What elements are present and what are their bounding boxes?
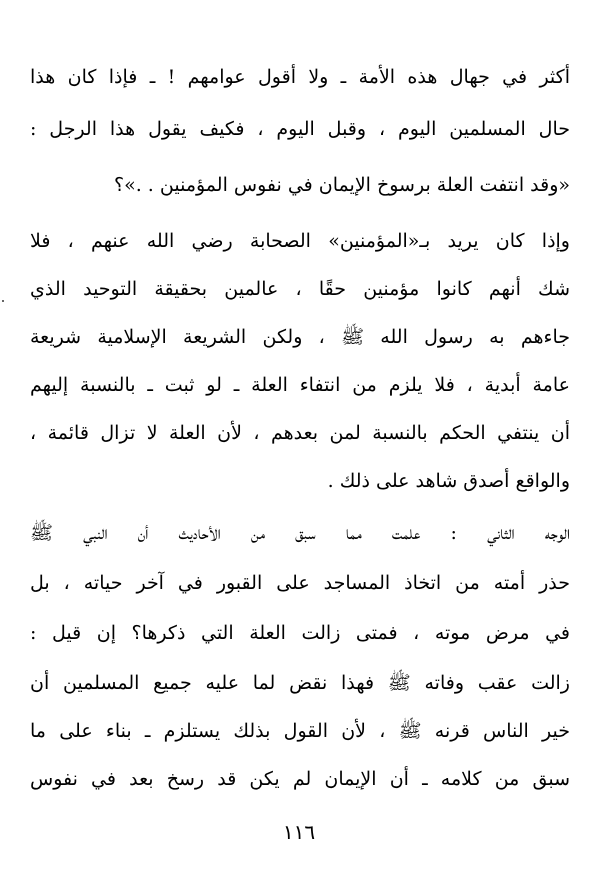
margin-speck bbox=[2, 300, 4, 302]
text-line: في مرض موته ، فمتى زالت العلة التي ذكرها؟ إن قيل : bbox=[30, 622, 570, 644]
text-line: عامة أبدية ، فلا يلزم من انتفاء العلة ـ لو ثبت ـ بالنسبة إليهم bbox=[30, 374, 570, 396]
text-line: حال المسلمين اليوم ، وقبل اليوم ، فكيف يقول هذا الرجل : bbox=[30, 118, 570, 140]
text-line: أكثر في جهال هذه الأمة ـ ولا أقول عوامهم ! ـ فإذا كان هذا bbox=[30, 66, 570, 88]
text-line: جاءهم به رسول الله ﷺ ، ولكن الشريعة الإسلامية شريعة bbox=[30, 326, 570, 348]
text-line: شك أنهم كانوا مؤمنين حقًا ، عالمين بحقيقة التوحيد الذي bbox=[30, 278, 570, 300]
text-line: وإذا كان يريد بـ«المؤمنين» الصحابة رضي الله عنهم ، فلا bbox=[30, 230, 570, 252]
text-line: الوجه الثاني : علمت مما سبق من الأحاديث أن النبي ﷺ bbox=[30, 522, 570, 544]
text-line: خير الناس قرنه ﷺ ، لأن القول بذلك يستلزم ـ بناء على ما bbox=[30, 720, 570, 742]
text-line: حذر أمته من اتخاذ المساجد على القبور في آخر حياته ، بل bbox=[30, 572, 570, 594]
text-line: زالت عقب وفاته ﷺ فهذا نقض لما عليه جميع المسلمين أن bbox=[30, 672, 570, 694]
text-line: أن ينتفي الحكم بالنسبة لمن بعدهم ، لأن العلة لا تزال قائمة ، bbox=[30, 422, 570, 444]
text-line: والواقع أصدق شاهد على ذلك . bbox=[327, 470, 570, 492]
text-line: سبق من كلامه ـ أن الإيمان لم يكن قد رسخ بعد في نفوس bbox=[30, 768, 570, 790]
page-number: ١١٦ bbox=[282, 820, 316, 844]
quoted-line: «وقد انتفت العلة برسوخ الإيمان في نفوس المؤمنين . .»؟ bbox=[114, 174, 570, 196]
